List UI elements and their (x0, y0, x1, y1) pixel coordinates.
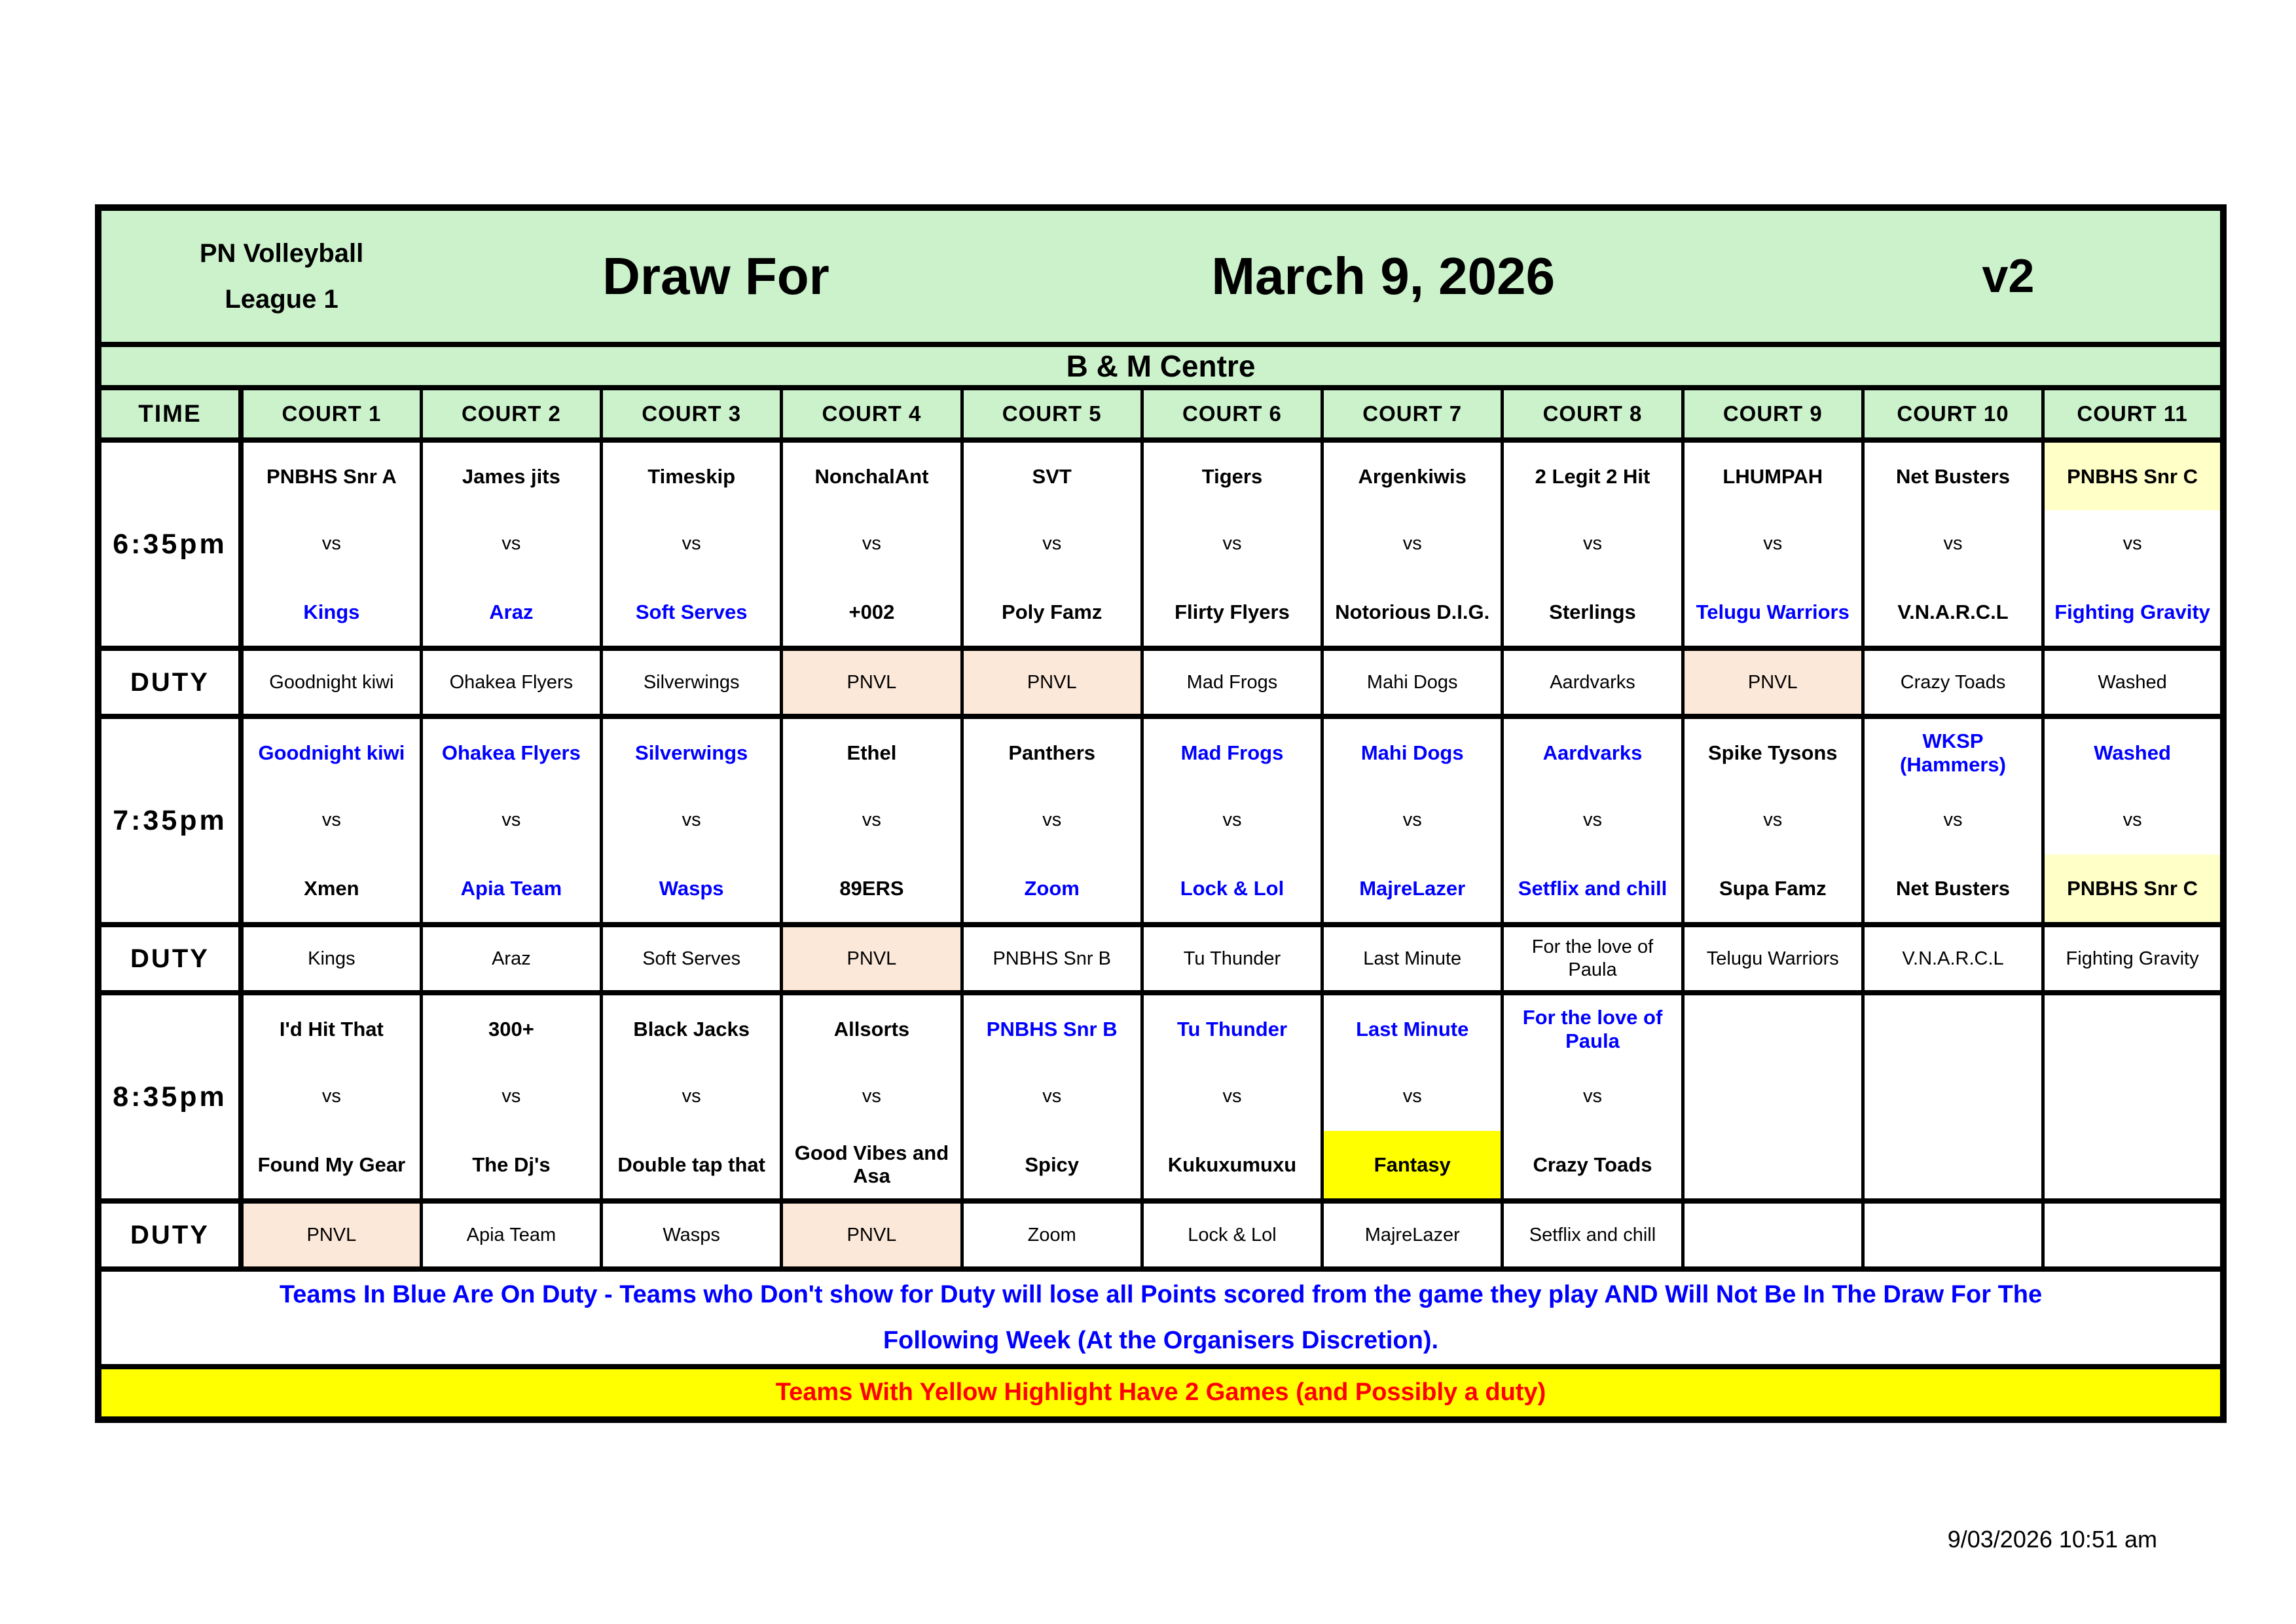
duty-cell: Wasps (602, 1201, 782, 1269)
team-top: Mahi Dogs (1360, 741, 1464, 764)
vs-label: vs (321, 533, 341, 555)
team-bottom: Fighting Gravity (2054, 600, 2210, 623)
vs-label: vs (1582, 809, 1602, 831)
duty-cell: Kings (241, 925, 421, 993)
duty-cell: Mad Frogs (1142, 648, 1322, 716)
duty-cell: Araz (421, 925, 601, 993)
duty-cell: Washed (2043, 648, 2223, 716)
team-bottom: V.N.A.R.C.L (1897, 600, 2009, 623)
court-header: COURT 10 (1863, 388, 2043, 440)
time-slot: 6:35pm (98, 440, 241, 648)
team-top: Washed (2094, 741, 2171, 764)
match-cell (1683, 993, 1863, 1201)
match-cell (421, 716, 601, 925)
duty-cell: Mahi Dogs (1322, 648, 1503, 716)
vs-label (1865, 1063, 2041, 1130)
duty-cell: Zoom (962, 1201, 1142, 1269)
team-top: Aardvarks (1542, 741, 1643, 764)
match-cell (1683, 716, 1863, 925)
venue-name: B & M Centre (98, 344, 2223, 388)
duty-cell: PNVL (1683, 648, 1863, 716)
duty-cell: Soft Serves (602, 925, 782, 993)
vs-label: vs (1042, 809, 1062, 831)
team-bottom: +002 (848, 600, 895, 623)
yellow-highlight-note: Teams With Yellow Highlight Have 2 Games (and Possibly a duty) (98, 1367, 2223, 1420)
duty-cell: Last Minute (1322, 925, 1503, 993)
team-bottom: Soft Serves (635, 600, 748, 623)
team-top: Ohakea Flyers (441, 741, 581, 764)
court-header: COURT 1 (241, 388, 421, 440)
vs-label: vs (501, 809, 521, 831)
match-cell (1322, 993, 1503, 1201)
match-cell (1503, 716, 1683, 925)
team-top: PNBHS Snr C (2045, 443, 2220, 510)
vs-label: vs (1402, 809, 1422, 831)
team-bottom: Good Vibes and Asa (794, 1141, 949, 1188)
team-top: Allsorts (833, 1017, 910, 1041)
duty-cell: V.N.A.R.C.L (1863, 925, 2043, 993)
team-bottom (2045, 1131, 2220, 1198)
vs-label: vs (501, 1086, 521, 1107)
match-cell (962, 716, 1142, 925)
league-name (101, 231, 462, 322)
team-bottom: Wasps (659, 876, 724, 900)
team-top: 2 Legit 2 Hit (1535, 464, 1650, 488)
team-top: LHUMPAH (1722, 464, 1823, 488)
team-top: Tu Thunder (1176, 1017, 1288, 1041)
team-top: Silverwings (635, 741, 748, 764)
vs-label: vs (682, 533, 701, 555)
team-bottom: Zoom (1024, 876, 1080, 900)
team-bottom: Kukuxumuxu (1167, 1153, 1297, 1176)
print-timestamp: 9/03/2026 10:51 am (1947, 1526, 2157, 1553)
vs-label: vs (862, 1086, 881, 1107)
team-top: Black Jacks (633, 1017, 750, 1041)
vs-label: vs (1402, 1086, 1422, 1107)
duty-cell: PNVL (241, 1201, 421, 1269)
draw-date: March 9, 2026 (1211, 247, 1556, 305)
duty-note-line1: Teams In Blue Are On Duty - Teams who Don't show for Duty will lose all Points scored from the game they play AND Will Not Be In The Draw For The (279, 1281, 2043, 1308)
team-bottom: Spicy (1025, 1153, 1080, 1176)
time-column-header: TIME (98, 388, 241, 440)
vs-label: vs (862, 533, 881, 555)
team-bottom: Notorious D.I.G. (1335, 600, 1490, 623)
duty-cell (1863, 1201, 2043, 1269)
vs-label: vs (1582, 1086, 1602, 1107)
vs-label: vs (501, 533, 521, 555)
table-header-section (98, 208, 2223, 440)
duty-cell: Ohakea Flyers (421, 648, 601, 716)
duty-row (98, 1201, 2223, 1269)
team-top: Last Minute (1356, 1017, 1469, 1041)
match-cell (241, 440, 421, 648)
team-top (2045, 995, 2220, 1063)
match-cell (602, 716, 782, 925)
vs-label: vs (1763, 533, 1783, 555)
match-cell (1322, 440, 1503, 648)
match-cell (241, 716, 421, 925)
vs-label: vs (1943, 533, 1963, 555)
match-cell (1142, 993, 1322, 1201)
duty-cell: Fighting Gravity (2043, 925, 2223, 993)
team-bottom: Apia Team (460, 876, 562, 900)
team-bottom: Fantasy (1324, 1131, 1501, 1198)
duty-row-label: DUTY (98, 925, 241, 993)
team-bottom: Double tap that (617, 1153, 765, 1176)
vs-label: vs (2123, 533, 2142, 555)
match-cell (1863, 440, 2043, 648)
draw-table (95, 204, 2227, 1423)
team-top: Ethel (847, 741, 897, 764)
duty-cell: Telugu Warriors (1683, 925, 1863, 993)
match-cell (2043, 440, 2223, 648)
duty-cell: Crazy Toads (1863, 648, 2043, 716)
match-cell (1322, 716, 1503, 925)
match-cell (602, 440, 782, 648)
duty-row-label: DUTY (98, 648, 241, 716)
vs-label (2045, 1063, 2220, 1130)
team-bottom: Poly Famz (1002, 600, 1102, 623)
match-cell (421, 993, 601, 1201)
time-slot: 8:35pm (98, 993, 241, 1201)
duty-cell: For the love of Paula (1503, 925, 1683, 993)
vs-label: vs (1222, 1086, 1242, 1107)
vs-label: vs (1222, 809, 1242, 831)
duty-cell: Aardvarks (1503, 648, 1683, 716)
time-slot: 7:35pm (98, 716, 241, 925)
duty-cell: Apia Team (421, 1201, 601, 1269)
team-top: 300+ (488, 1017, 534, 1041)
duty-note (98, 1269, 2223, 1367)
court-header: COURT 9 (1683, 388, 1863, 440)
team-bottom (1685, 1131, 1861, 1198)
duty-cell: PNVL (782, 648, 962, 716)
team-top: Net Busters (1896, 464, 2011, 488)
duty-cell: PNVL (962, 648, 1142, 716)
team-top: Goodnight kiwi (258, 741, 405, 764)
team-bottom: Sterlings (1549, 600, 1636, 623)
duty-row (98, 648, 2223, 716)
vs-label: vs (1943, 809, 1963, 831)
match-cell (962, 993, 1142, 1201)
match-cell (2043, 716, 2223, 925)
duty-cell: Silverwings (602, 648, 782, 716)
duty-cell: PNVL (782, 1201, 962, 1269)
vs-label: vs (321, 809, 341, 831)
court-header: COURT 2 (421, 388, 601, 440)
court-header: COURT 11 (2043, 388, 2223, 440)
league-name-line2: League 1 (225, 285, 338, 314)
team-top: Panthers (1008, 741, 1096, 764)
vs-label (1685, 1063, 1861, 1130)
vs-label: vs (682, 809, 701, 831)
court-header: COURT 8 (1503, 388, 1683, 440)
team-top: SVT (1032, 464, 1072, 488)
vs-label: vs (1763, 809, 1783, 831)
match-cell (782, 716, 962, 925)
match-cell (421, 440, 601, 648)
title-row-cell (98, 208, 2223, 344)
team-bottom: Flirty Flyers (1175, 600, 1290, 623)
duty-cell: Lock & Lol (1142, 1201, 1322, 1269)
team-top: James jits (462, 464, 560, 488)
match-cell (1142, 440, 1322, 648)
team-bottom: Crazy Toads (1533, 1153, 1652, 1176)
team-bottom: Kings (303, 600, 360, 623)
duty-row (98, 925, 2223, 993)
team-bottom: PNBHS Snr C (2045, 855, 2220, 922)
team-top: Tigers (1201, 464, 1263, 488)
team-bottom: Lock & Lol (1180, 876, 1285, 900)
duty-cell: Tu Thunder (1142, 925, 1322, 993)
court-header: COURT 7 (1322, 388, 1503, 440)
match-row (98, 993, 2223, 1201)
vs-label: vs (1402, 533, 1422, 555)
match-row (98, 716, 2223, 925)
team-top: For the love of Paula (1522, 1006, 1663, 1052)
team-top: Argenkiwis (1358, 464, 1467, 488)
vs-label: vs (1042, 533, 1062, 555)
vs-label: vs (682, 1086, 701, 1107)
team-top (1865, 995, 2041, 1063)
team-top: WKSP (Hammers) (1900, 729, 2006, 776)
team-bottom (1865, 1131, 2041, 1198)
team-bottom: Araz (489, 600, 534, 623)
vs-label: vs (862, 809, 881, 831)
match-cell (1863, 993, 2043, 1201)
match-cell (1503, 993, 1683, 1201)
duty-cell: MajreLazer (1322, 1201, 1503, 1269)
match-cell (2043, 993, 2223, 1201)
match-cell (602, 993, 782, 1201)
league-name-line1: PN Volleyball (199, 239, 364, 268)
duty-cell (1683, 1201, 1863, 1269)
vs-label: vs (1582, 533, 1602, 555)
team-top: Timeskip (647, 464, 736, 488)
team-top: Mad Frogs (1180, 741, 1284, 764)
version-label: v2 (1982, 250, 2035, 303)
duty-cell: PNBHS Snr B (962, 925, 1142, 993)
match-cell (1863, 716, 2043, 925)
duty-note-line2: Following Week (At the Organisers Discretion). (883, 1327, 1439, 1355)
duty-cell: PNVL (782, 925, 962, 993)
court-header: COURT 3 (602, 388, 782, 440)
team-bottom: MajreLazer (1359, 876, 1466, 900)
schedule-body (98, 440, 2223, 1269)
match-cell (1683, 440, 1863, 648)
duty-cell (2043, 1201, 2223, 1269)
draw-label: Draw For (602, 247, 829, 305)
match-cell (1142, 716, 1322, 925)
vs-label: vs (2123, 809, 2142, 831)
team-top: I'd Hit That (279, 1017, 384, 1041)
vs-label: vs (1222, 533, 1242, 555)
team-bottom: Setflix and chill (1518, 876, 1667, 900)
team-top: Spike Tysons (1707, 741, 1838, 764)
team-bottom: 89ERS (839, 876, 904, 900)
team-bottom: Xmen (304, 876, 359, 900)
vs-label: vs (321, 1086, 341, 1107)
team-top (1685, 995, 1861, 1063)
duty-row-label: DUTY (98, 1201, 241, 1269)
team-bottom: Telugu Warriors (1696, 600, 1850, 623)
court-header: COURT 4 (782, 388, 962, 440)
court-header: COURT 6 (1142, 388, 1322, 440)
team-bottom: Supa Famz (1719, 876, 1827, 900)
match-cell (241, 993, 421, 1201)
table-footer-section (98, 1269, 2223, 1420)
team-top: NonchalAnt (814, 464, 929, 488)
vs-label: vs (1042, 1086, 1062, 1107)
column-header-row (98, 388, 2223, 440)
team-top: PNBHS Snr B (986, 1017, 1118, 1041)
duty-cell: Goodnight kiwi (241, 648, 421, 716)
match-cell (1503, 440, 1683, 648)
team-top: PNBHS Snr A (266, 464, 397, 488)
match-cell (782, 440, 962, 648)
court-header: COURT 5 (962, 388, 1142, 440)
team-bottom: Found My Gear (257, 1153, 406, 1176)
match-row (98, 440, 2223, 648)
team-bottom: Net Busters (1896, 876, 2011, 900)
title-row (101, 211, 2220, 342)
match-cell (782, 993, 962, 1201)
duty-cell: Setflix and chill (1503, 1201, 1683, 1269)
match-cell (962, 440, 1142, 648)
team-bottom: The Dj's (472, 1153, 551, 1176)
